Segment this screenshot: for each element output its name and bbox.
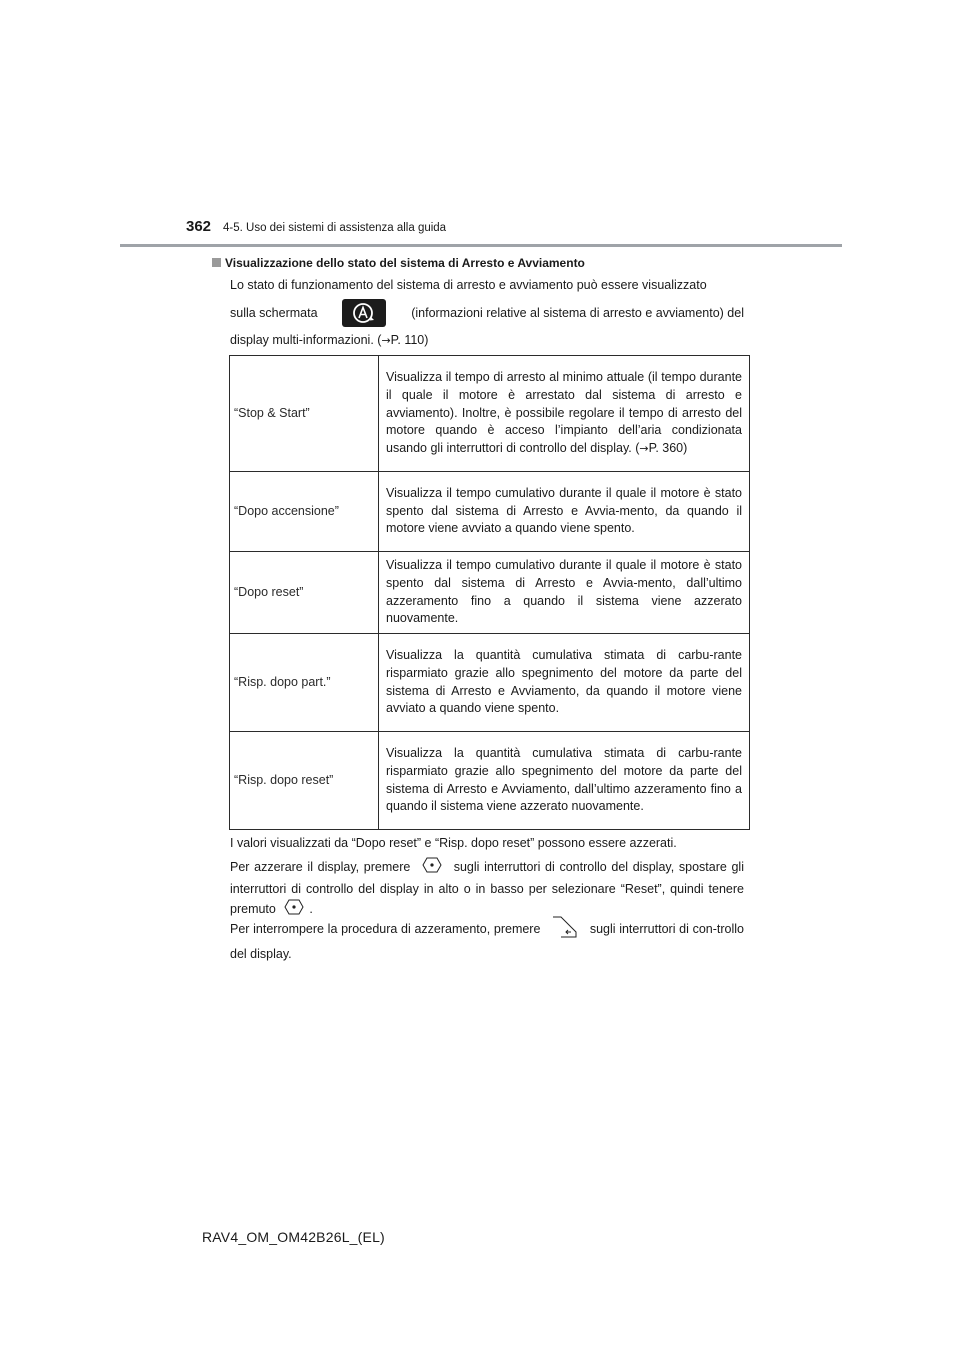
- row-description: Visualizza il tempo cumulativo durante il quale il motore è stato spento dal sistema di Arresto e Avvia-mento, dall’ultimo azzeramento fino a quando il sistema viene azzerato nuovamente.: [379, 552, 750, 634]
- intro-line-2-after: (informazioni relative al sistema di arresto e avviamento) del: [411, 306, 744, 320]
- intro-line-2-before: sulla schermata: [230, 306, 318, 320]
- row-description: Visualizza la quantità cumulativa stimata di carbu-rante risparmiato grazie allo spegnimento del motore da parte del sistema di Arresto e Avviamento, dall’ultimo azzeramento fino a quando il sistema viene azzerato nuovamente.: [379, 732, 750, 830]
- intro-line-2: [230, 298, 744, 328]
- reset-instructions: [230, 856, 744, 922]
- arrow-icon: →: [381, 334, 391, 347]
- section-title: 4-5. Uso dei sistemi di assistenza alla guida: [223, 222, 447, 234]
- row-description-text: Visualizza il tempo di arresto al minimo attuale (il tempo durante il quale il motore è arrestato dal sistema di arresto e avviamento). Inoltre, è possibile regolare il tempo di arresto del motore quando è acceso l’impianto dell’aria condizionata usando gli interruttori di controllo del display. (: [386, 370, 742, 456]
- status-table: [229, 355, 750, 830]
- row-label: “Risp. dopo part.”: [230, 634, 379, 732]
- page-ref[interactable]: P. 360): [648, 441, 688, 456]
- row-label: “Risp. dopo reset”: [230, 732, 379, 830]
- heading-text: Visualizzazione dello stato del sistema di Arresto e Avviamento: [225, 256, 585, 270]
- heading: [212, 256, 585, 270]
- reset-text-3: .: [309, 902, 313, 917]
- intro-page-ref[interactable]: P. 110): [390, 333, 429, 347]
- row-description: Visualizza la quantità cumulativa stimata di carbu-rante risparmiato grazie allo spegnimento del motore da parte del sistema di Arresto e Avviamento, da quando il motore viene avviato a quando viene spento.: [379, 634, 750, 732]
- intro-line-1: Lo stato di funzionamento del sistema di arresto e avviamento può essere visualizzato: [230, 278, 707, 292]
- back-button-icon: [550, 915, 580, 945]
- table-row: [230, 356, 750, 472]
- table-row: [230, 552, 750, 634]
- table-row: [230, 472, 750, 552]
- table-row: [230, 732, 750, 830]
- page-number: 362: [186, 218, 212, 235]
- row-description: Visualizza il tempo cumulativo durante il quale il motore è stato spento dal sistema di Arresto e Avvia-mento, da quando il motore viene avviato a quando viene spento.: [379, 472, 750, 552]
- table-row: [230, 634, 750, 732]
- reset-text-1: Per azzerare il display, premere: [230, 860, 411, 875]
- document-code: RAV4_OM_OM42B26L_(EL): [202, 1229, 385, 1245]
- intro-line-3: [230, 331, 744, 350]
- intro-line-3-text: display multi-informazioni. (: [230, 333, 382, 347]
- heading-square-marker: [212, 258, 221, 267]
- row-label: “Stop & Start”: [230, 356, 379, 472]
- arrow-icon: →: [639, 442, 649, 456]
- ok-button-icon: [421, 856, 443, 880]
- stop-start-screen-icon: [342, 299, 386, 327]
- cancel-text-1: Per interrompere la procedura di azzeramento, premere: [230, 922, 541, 937]
- cancel-text-2: sugli interruttori di con-trollo del display.: [230, 922, 744, 961]
- row-label: “Dopo reset”: [230, 552, 379, 634]
- cancel-instructions: [230, 915, 744, 963]
- row-label: “Dopo accensione”: [230, 472, 379, 552]
- reset-values-note: I valori visualizzati da “Dopo reset” e “Risp. dopo reset” possono essere azzerati.: [230, 836, 677, 850]
- header-rule: [120, 244, 842, 247]
- reset-text-2: sugli interruttori di controllo del display, spostare gli interruttori di controllo del display in alto o in basso per selezionare “Reset”, quindi tenere premuto: [230, 860, 744, 917]
- row-description: [379, 356, 750, 472]
